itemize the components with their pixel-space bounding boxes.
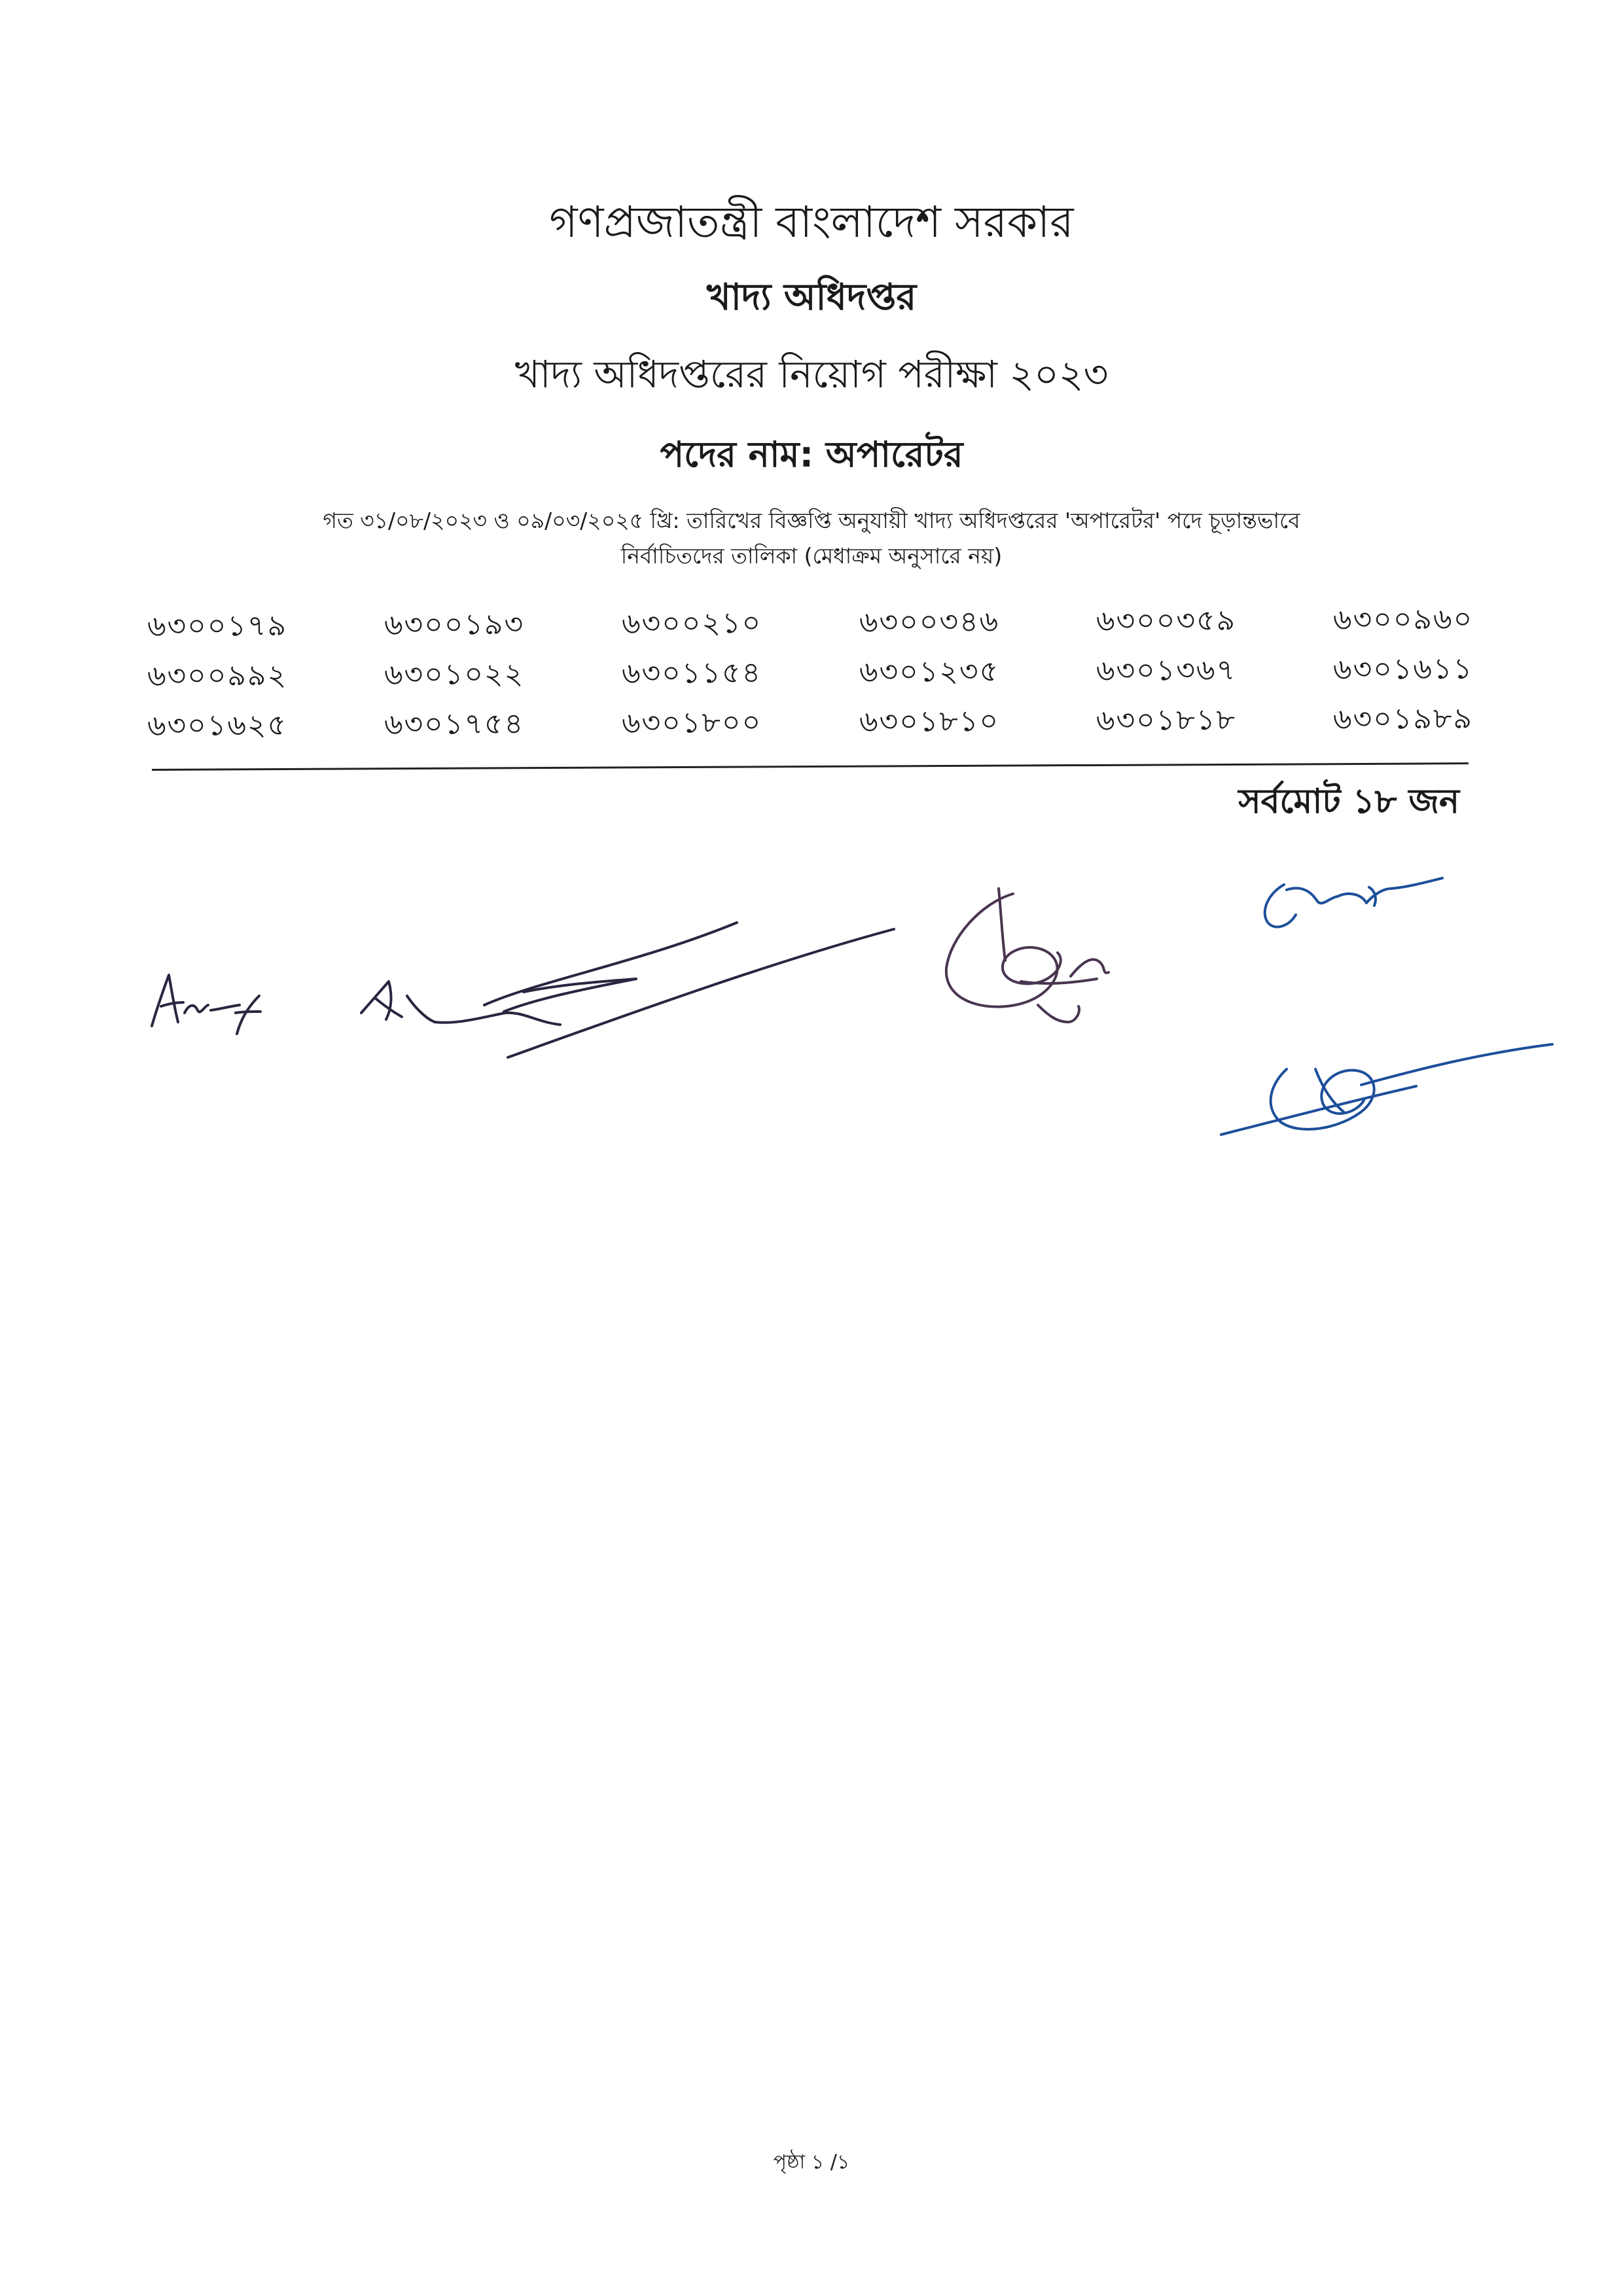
signature <box>152 975 260 1034</box>
selected-roll-list <box>147 602 1474 760</box>
post-name: পদের নাম: অপারেটর <box>660 434 963 475</box>
roll-number: ৬৩০১৮১৮ <box>1096 703 1237 737</box>
roll-number: ৬৩০০৯৯২ <box>147 658 288 693</box>
roll-number: ৬৩০০৩৫৯ <box>1096 603 1237 638</box>
roll-number: ৬৩০১৮১০ <box>859 704 1000 739</box>
roll-number: ৬৩০০৯৬০ <box>1332 602 1474 637</box>
roll-row <box>147 646 1474 700</box>
roll-number: ৬৩০১০২২ <box>383 657 525 692</box>
roll-number: ৬৩০০২১০ <box>621 606 762 641</box>
notice-line-2: নির্বাচিতদের তালিকা (মেধাক্রম অনুসারে নয়) <box>620 543 1003 569</box>
roll-number: ৬৩০১৬২৫ <box>147 708 288 743</box>
page-number: পৃষ্ঠা ১ /১ <box>773 2151 850 2174</box>
roll-number: ৬৩০১১৫৪ <box>621 656 762 690</box>
roll-row <box>147 596 1474 650</box>
total-count: সর্বমোট ১৮ জন <box>1238 782 1459 821</box>
exam-title: খাদ্য অধিদপ্তরের নিয়োগ পরীক্ষা ২০২৩ <box>514 352 1109 397</box>
signature <box>1265 878 1442 927</box>
roll-number: ৬৩০০১৭৯ <box>147 609 288 643</box>
signature <box>1221 1044 1552 1135</box>
roll-number: ৬৩০১৩৬৭ <box>1096 653 1237 688</box>
roll-number: ৬৩০০১৯৩ <box>383 607 525 642</box>
notice-line-1: গত ৩১/০৮/২০২৩ ও ০৯/০৩/২০২৫ খ্রি: তারিখের বিজ্ঞপ্তি অনুযায়ী খাদ্য অধিদপ্তরের 'অপারেটর' পদে চূড়ান্তভাবে <box>323 508 1300 533</box>
roll-number: ৬৩০০৩৪৬ <box>859 605 1000 639</box>
roll-number: ৬৩০১৭৫৪ <box>383 707 525 741</box>
roll-number: ৬৩০১৮০০ <box>621 705 762 740</box>
government-heading: গণপ্রজাতন্ত্রী বাংলাদেশ সরকার <box>549 197 1074 247</box>
list-bottom-rule <box>152 762 1469 771</box>
roll-number: ৬৩০১৬১১ <box>1332 652 1474 686</box>
signature <box>946 889 1109 1022</box>
department-heading: খাদ্য অধিদপ্তর <box>706 276 917 319</box>
signatures <box>0 851 1623 1191</box>
roll-number: ৬৩০১৯৮৯ <box>1332 701 1474 736</box>
signature <box>361 923 894 1057</box>
roll-row <box>147 696 1474 750</box>
roll-number: ৬৩০১২৩৫ <box>859 654 1000 689</box>
